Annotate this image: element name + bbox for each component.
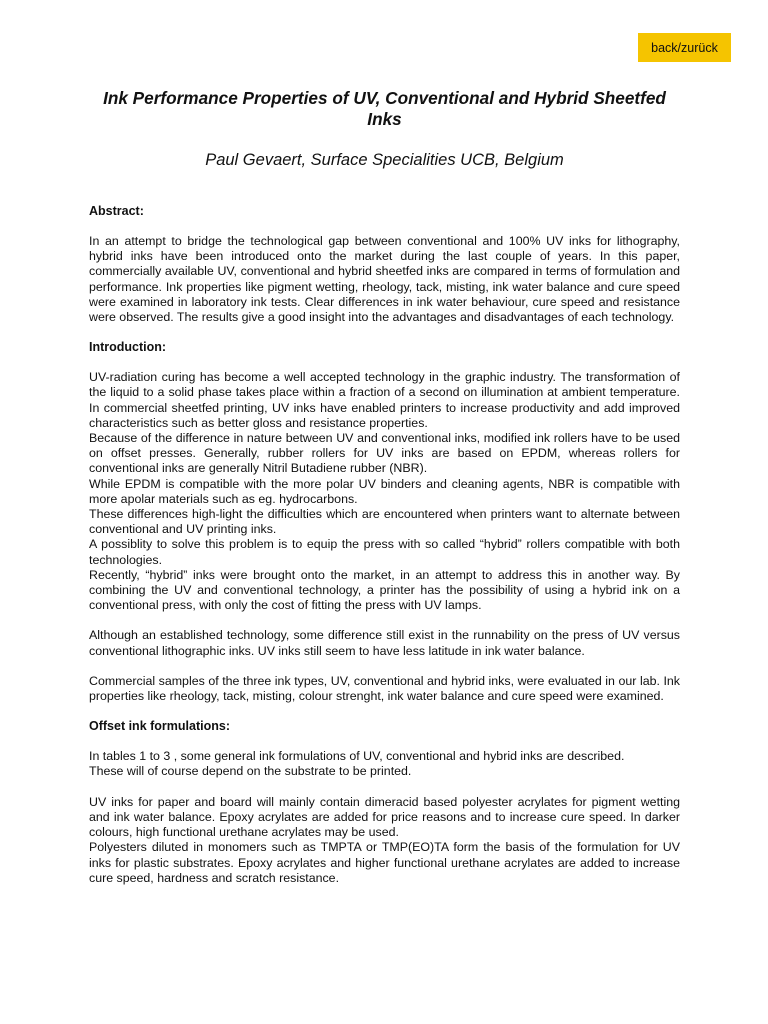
introduction-paragraph: Commercial samples of the three ink types, UV, conventional and hybrid inks, were evaluated in our lab. Ink properties like rheology, tack, misting, colour strenght, ink water balance and cure speed were examined. — [89, 673, 680, 704]
abstract-heading: Abstract: — [89, 204, 144, 218]
paper-author: Paul Gevaert, Surface Specialities UCB, Belgium — [205, 151, 564, 169]
offset-heading: Offset ink formulations: — [89, 719, 230, 734]
introduction-paragraph: UV-radiation curing has become a well accepted technology in the graphic industry. The transformation of the liquid to a solid phase takes place within a fraction of a second on illumination at ambient temperature. In commercial sheetfed printing, UV inks have enabled printers to increase productivity and add improved characteristics such as better gloss and resistance properties. Because of the difference in nature between UV and conventional inks, modified ink rollers have to be used on offset presses. Generally, rubber rollers for UV inks are based on EPDM, whereas rollers for conventional inks are generally Nitril Butadiene rubber (NBR). While EPDM is compatible with the more polar UV binders and cleaning agents, NBR is compatible with more apolar materials such as eg. hydrocarbons. These differences high-light the difficulties which are encountered when printers want to alternate between conventional and UV printing inks. A possiblity to solve this problem is to equip the press with so called “hybrid” rollers compatible with both technologies. Recently, “hybrid” inks were brought onto the market, in an attempt to address this in another way. By combining the UV and conventional technology, a printer has the possibility of using a hybrid ink on a conventional press, with only the cost of fitting the press with UV lamps. — [89, 370, 680, 613]
back-button[interactable]: back/zurück — [638, 33, 731, 62]
offset-paragraph: In tables 1 to 3 , some general ink formulations of UV, conventional and hybrid inks are described. These will of course depend on the substrate to be printed. — [89, 749, 625, 779]
introduction-paragraph: Although an established technology, some difference still exist in the runnability on the press of UV versus conventional lithographic inks. UV inks still seem to have less latitude in ink water balance. — [89, 628, 680, 658]
abstract-text: In an attempt to bridge the technological gap between conventional and 100% UV inks for lithography, hybrid inks have been introduced onto the market during the last couple of years. In this paper, commercially available UV, conventional and hybrid sheetfed inks are compared in terms of formulation and performance. Ink properties like pigment wetting, rheology, tack, misting, ink water balance and cure speed were examined in laboratory ink tests. Clear differences in ink water behaviour, cure speed and resistance were observed. The results give a good insight into the advantages and disadvantages of each technology. — [89, 234, 680, 325]
paper-page — [89, 88, 680, 886]
offset-paragraph: UV inks for paper and board will mainly contain dimeracid based polyester acrylates for pigment wetting and ink water balance. Epoxy acrylates are added for price reasons and to increase cure speed. In darker colours, high functional urethane acrylates may be used. Polyesters diluted in monomers such as TMPTA or TMP(EO)TA form the basis of the formulation for UV inks for plastic substrates. Epoxy acrylates and higher functional urethane acrylates are added to increase cure speed, hardness and scratch resistance. — [89, 794, 680, 885]
introduction-heading: Introduction: — [89, 340, 167, 355]
paper-title: Ink Performance Properties of UV, Conventional and Hybrid Sheetfed Inks — [103, 88, 666, 129]
